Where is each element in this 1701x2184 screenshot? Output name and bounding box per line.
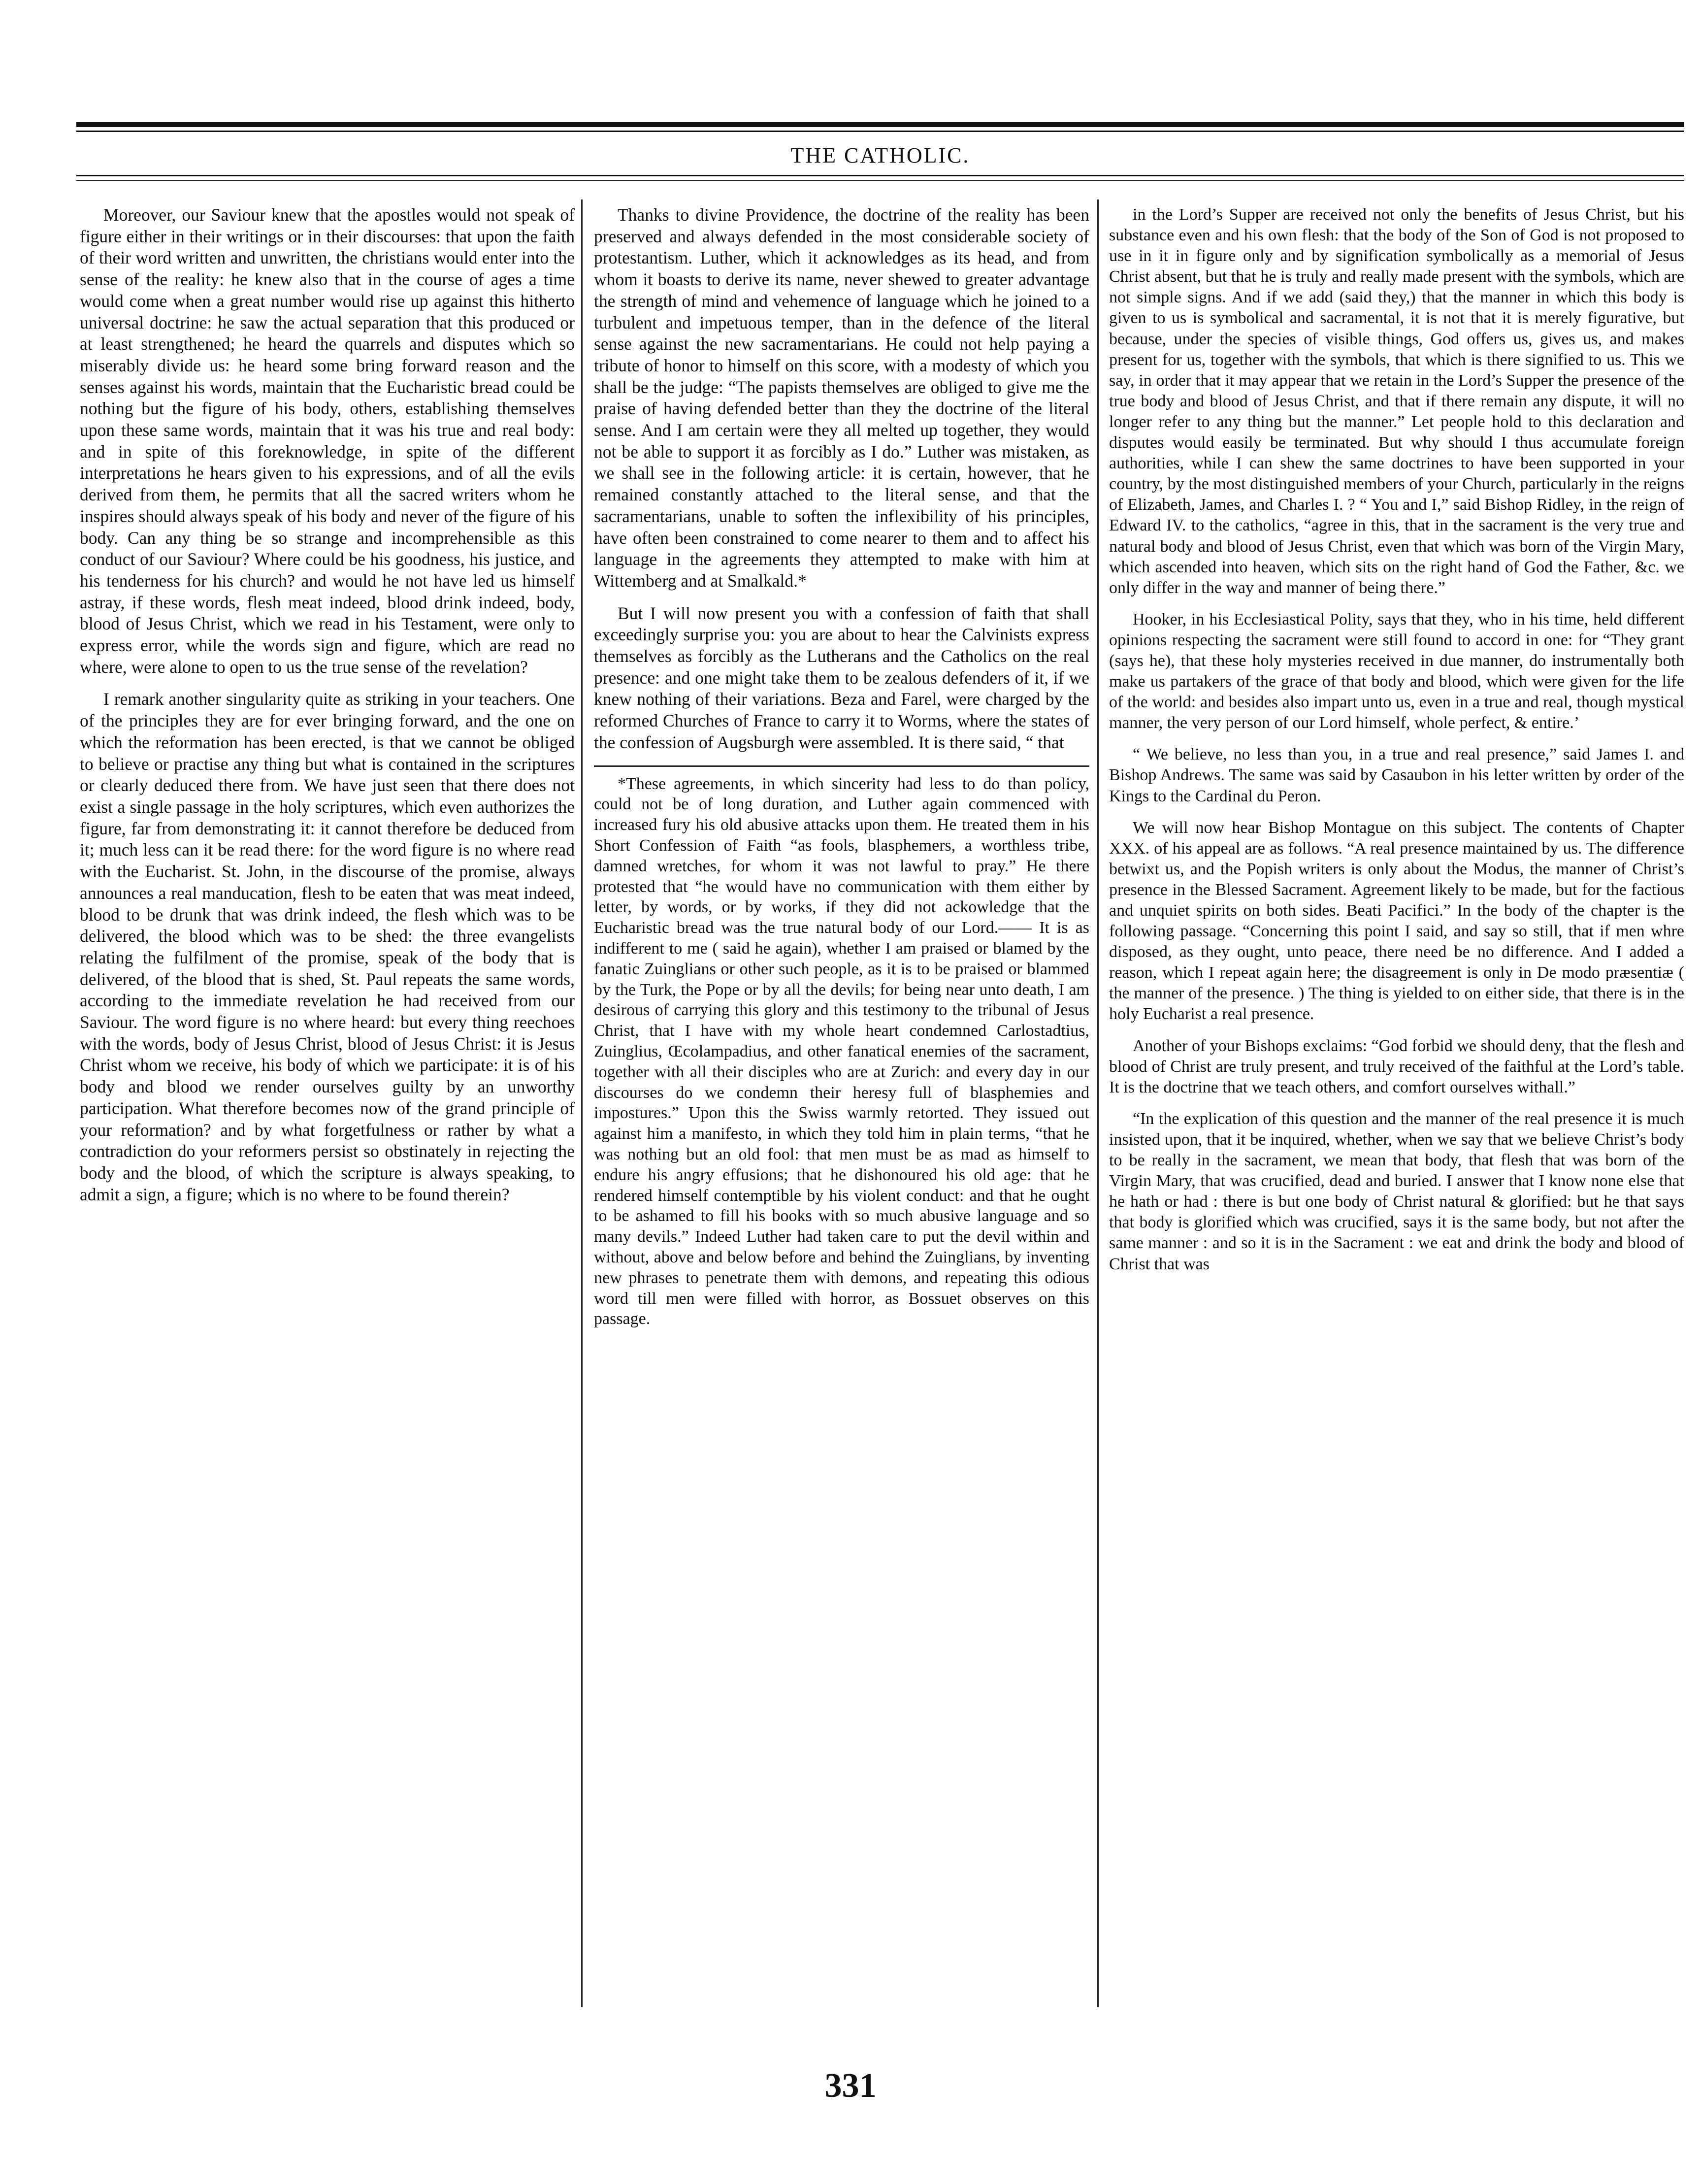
header-rule-lower xyxy=(76,180,1684,181)
footnote-divider xyxy=(594,765,1089,767)
column1-paragraph-2: I remark another singularity quite as striking in your teachers. One of the principles they are for ever bringing forward, and the one on which the reformation has been erected, is that we cannot be obliged to believe or practise any thing but what is contained in the scriptures or clearly deduced there from. We have just seen that there does not exist a single passage in the holy scriptures, which even authorizes the figure, far from demonstrating it: it cannot therefore be deduced from it; much less can it be read there: for the word figure is no where read with the Eucharist. St. John, in the discourse of the promise, always announces a real manducation, flesh to be eaten that was meat indeed, blood to be drunk that was drink indeed, the flesh which was to be delivered, the blood which was to be shed: the three evangelists relating the fulfilment of the promise, speak of the body that is delivered, of the blood that is shed, St. Paul repeats the same words, according to the immediate revelation he had received from our Saviour. The word figure is no where heard: but every thing reechoes with the words, body of Jesus Christ, blood of Jesus Christ: it is Jesus Christ whom we receive, his body of which we participate: it is of his body and blood we render ourselves guilty by an unworthy participation. What therefore becomes now of the grand principle of your reformation? and by what forgetfulness or rather by what a contradiction do your reformers persist so obstinately in rejecting the body and the blood, of which the scripture is always speaking, to admit a sign, a figure; which is no where to be found therein? xyxy=(80,689,575,1204)
column3-paragraph-2: Hooker, in his Ecclesiastical Polity, says that they, who in his time, held different opinions respecting the sacrament were still found to accord in one: for “They grant (says he), that these holy mysteries received in due manner, do instrumentally both make us partakers of the grace of that body and blood, which were given for the life of the world: and besides also impart unto us, even in a true and real, though mystical manner, the very person of our Lord himself, whole perfect, & entire.’ xyxy=(1109,610,1684,732)
column3-paragraph-1: in the Lord’s Supper are received not only the benefits of Jesus Christ, but his substance even and his own flesh: that the body of the Son of God is not proposed to use in it in figure only and by signification symbolically as a memorial of Jesus Christ absent, but that he is truly and really made present with the symbols, which are not simple signs. And if we add (said they,) that the manner in which this body is given to us is symbolical and sacramental, it is not that it is merely figurative, but because, under the species of visible things, God offers us, gives us, and makes present for us, together with the symbols, that which is there signified to us. This we say, in order that it may appear that we retain in the Lord’s Supper the presence of the true body and blood of Jesus Christ, and that if there remain any dispute, it will no longer refer to any thing but the manner.” Let people hold to this declaration and disputes would easily be terminated. But why should I thus accumulate foreign authorities, while I can shew the same doctrines to have been supported in your country, by the most distinguished members of your Church, particularly in the reigns of Elizabeth, James, and Charles I. ? “ You and I,” said Bishop Ridley, in the reign of Edward IV. to the catholics, “agree in this, that in the sacrament is the very true and natural body and blood of Jesus Christ, even that which was born of the Virgin Mary, which ascended into heaven, which sits on the right hand of God the Father, &c. we only differ in the way and manner of being there.” xyxy=(1109,205,1684,597)
column3-paragraph-6: “In the explication of this question and the manner of the real presence it is much insisted upon, that it be inquired, whether, when we say that we believe Christ’s body to be really in the sacrament, we mean that body, that flesh that was born of the Virgin Mary, that was crucified, dead and buried. I answer that I know none else that he hath or had : there is but one body of Christ natural & glorified: but he that says that body is glorified which was crucified, says it is the same body, but not after the same manner : and so it is in the Sacrament : we eat and drink the body and blood of Christ that was xyxy=(1109,1109,1684,1273)
column-divider-right xyxy=(1097,199,1099,2007)
footnote: *These agreements, in which sincerity had less to do than policy, could not be of long duration, and Luther again commenced with increased fury his old abusive attacks upon them. He treated them in his Short Confession of Faith “as fools, blasphemers, a worthless tribe, damned wretches, for whom it was not lawful to pray.” He there protested that “he would have no communication with them either by letter, by words, or by works, if they did not ackowledge that the Eucharistic bread was the true natural body of our Lord.—— It is as indifferent to me ( said he again), whether I am praised or blamed by the fanatic Zuinglians or other such people, as it is to be praised or blammed by the Turk, the Pope or by all the devils; for being near unto death, I am desirous of carrying this glory and this testimony to the tribunal of Jesus Christ, that I have with my whole heart condemned Carlostadtius, Zuinglius, Œcolampadius, and other fanatical enemies of the sacrament, together with all their disciples who are at Zurich: and every day in our discourses do we condemn their heresy full of blasphemies and impostures.” Upon this the Swiss warmly retorted. They issued out against him a manifesto, in which they told him in plain terms, “that he was nothing but an old fool: that men must be as mad as himself to endure his angry effusions; that he dishonoured his old age: that he rendered himself contemptible by his violent conduct: and that he ought to be ashamed to fill his books with so much abusive language and so many devils.” Indeed Luther had taken care to put the devil within and without, above and below before and behind the Zuinglians, by inventing new phrases to penetrate them with demons, and repeating this odious word till men were filled with horror, as Bossuet observes on this passage. xyxy=(594,774,1089,1328)
column3-paragraph-4: We will now hear Bishop Montague on this subject. The contents of Chapter XXX. of his appeal are as follows. “A real presence maintained by us. The difference betwixt us, and the Popish writers is only about the Modus, the manner of Christ’s presence in the Blessed Sacrament. Agreement likely to be made, but for the factious and unquiet spirits on both sides. Beati Pacifici.” In the body of the chapter is the following passage. “Concerning this point I said, and say so still, that if men whre disposed, as they ought, unto peace, there need be no difference. And I added a reason, which I repeat again here; the disagreement is only in De modo præsentiæ ( the manner of the presence. ) The thing is yielded to on either side, that there is in the holy Eucharist a real presence. xyxy=(1109,818,1684,1024)
column3-paragraph-5: Another of your Bishops exclaims: “God forbid we should deny, that the flesh and blood of Christ are truly present, and truly received of the faithful at the Lord’s table. It is the doctrine that we teach others, and comfort ourselves withall.” xyxy=(1109,1036,1684,1096)
page-number: 331 xyxy=(824,2067,877,2105)
page-header-title: THE CATHOLIC. xyxy=(790,143,970,167)
column3-paragraph-3: “ We believe, no less than you, in a true and real presence,” said James I. and Bishop Andrews. The same was said by Casaubon in his letter written by order of the Kings to the Cardinal du Peron. xyxy=(1109,745,1684,805)
column2-paragraph-1: Thanks to divine Providence, the doctrine of the reality has been preserved and always defended in the most considerable society of protestantism. Luther, which it acknowledges as its head, and from whom it boasts to derive its name, never shewed to greater advantage the strength of mind and vehemence of language which he joined to a turbulent and impetuous temper, than in the defence of the literal sense against the new sacramentarians. He could not help paying a tribute of honor to himself on this score, with a modesty of which you shall be the judge: “The papists themselves are obliged to give me the praise of having defended better than they the doctrine of the literal sense. And I am certain were they all melted up together, they would not be able to support it as forcibly as I do.” Luther was mistaken, as we shall see in the following article: it is certain, however, that he remained constantly attached to the literal sense, and that the sacramentarians, unable to soften the inflexibility of his principles, have often been constrained to come nearer to them and to affect his language in the agreements they attempted to make with him at Wittemberg and at Smalkald.* xyxy=(594,205,1089,591)
text-column-2 xyxy=(594,204,1089,1329)
top-rule-thick xyxy=(76,122,1684,127)
column-divider-left xyxy=(581,199,583,2007)
column1-paragraph-1: Moreover, our Saviour knew that the apostles would not speak of figure either in their writings or in their discourses: that upon the faith of their word written and unwritten, the christians would enter into the sense of the reality: he knew also that in the course of ages a time would come when a great number would rise up against this hitherto universal doctrine: he saw the actual separation that this produced or at least strengthened; he heard the quarrels and disputes which so miserably divide us: he heard some bring forward reason and the senses against his words, maintain that the Eucharistic bread could be nothing but the figure of his body, others, establishing themselves upon these same words, maintain that it was his true and real body: and in spite of this foreknowledge, in spite of the different interpretations he hears given to his expressions, and of all the evils derived from them, he permits that all the sacred writers whom he inspires should always speak of his body and never of the figure of his body. Can any thing be so strange and incomprehensible as this conduct of our Saviour? Where could be his goodness, his justice, and his tenderness for his church? and would he not have led us himself astray, if these words, flesh meat indeed, blood drink indeed, body, blood of Jesus Christ, which we read in his Testament, were only to express error, while the words sign and figure, which are read no where, were alone to open to us the true sense of the revelation? xyxy=(80,205,575,677)
top-rule-thin xyxy=(76,131,1684,132)
text-column-3 xyxy=(1109,204,1684,1275)
text-column-1 xyxy=(80,204,575,1205)
header-rule-upper xyxy=(76,175,1684,176)
column2-paragraph-2: But I will now present you with a confession of faith that shall exceedingly surprise you: you are about to hear the Calvinists express themselves as forcibly as the Lutherans and the Catholics on the real presence: and one might take them to be zealous defenders of it, if we knew nothing of their variations. Beza and Farel, were charged by the reformed Churches of France to carry it to Worms, where the states of the confession of Augsburgh were assembled. It is there said, “ that xyxy=(594,603,1089,752)
